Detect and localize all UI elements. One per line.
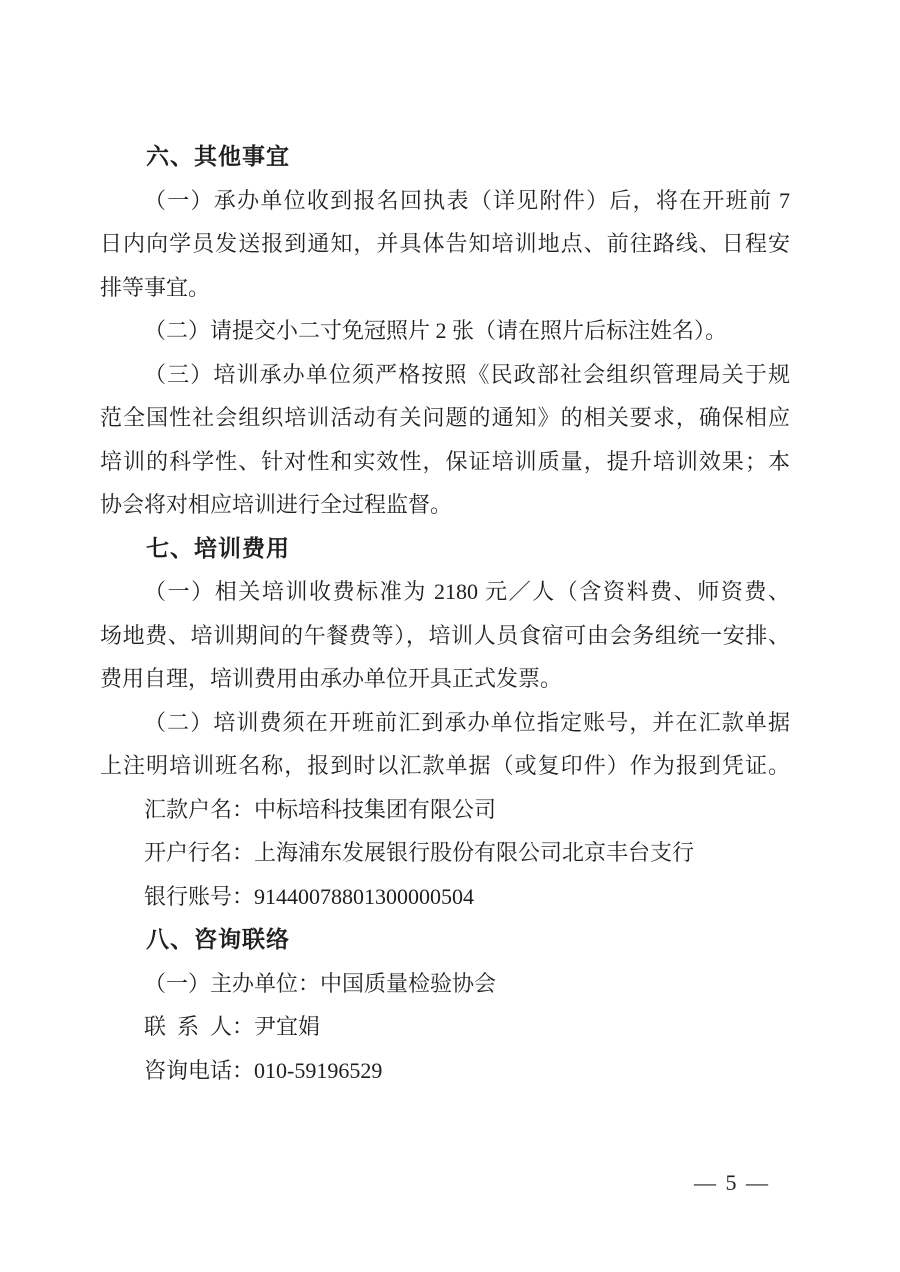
doc-line: 范全国性社会组织培训活动有关问题的通知》的相关要求，确保相应: [100, 405, 790, 430]
section-contact: [100, 918, 790, 1092]
doc-line: 排等事宜。: [100, 274, 211, 300]
section-training-fees: [100, 527, 790, 919]
doc-line: 协会将对相应培训进行全过程监督。: [100, 492, 453, 517]
doc-line: 费用自理，培训费用由承办单位开具正式发票。: [100, 666, 563, 691]
contact-person-line: 联 系 人：尹宜娟: [144, 1014, 321, 1039]
doc-line: （二）请提交小二寸免冠照片 2 张（请在照片后标注姓名）。: [144, 318, 728, 343]
page-number: — 5 —: [694, 1170, 770, 1195]
section-heading: 六、其他事宜: [146, 143, 290, 169]
doc-line: 场地费、培训期间的午餐费等），培训人员食宿可由会务组统一安排、: [100, 622, 790, 648]
remittance-account-name-line: 汇款户名：中标培科技集团有限公司: [144, 796, 497, 822]
doc-line: （一）相关培训收费标准为 2180 元／人（含资料费、师资费、: [144, 579, 790, 604]
contact-phone-line: 咨询电话：010-59196529: [144, 1057, 383, 1083]
section-other-matters: [100, 135, 790, 527]
bank-account-number-line: 银行账号：91440078801300000504: [144, 883, 475, 909]
doc-line: 日内向学员发送报到通知，并具体告知培训地点、前往路线、日程安: [100, 231, 790, 256]
document-body: [100, 135, 790, 1092]
doc-line: 培训的科学性、针对性和实效性，保证培训质量，提升培训效果；本: [100, 448, 790, 474]
bank-name-line: 开户行名：上海浦东发展银行股份有限公司北京丰台支行: [144, 840, 695, 865]
section-heading: 八、咨询联络: [146, 926, 290, 952]
organizer-line: （一）主办单位：中国质量检验协会: [144, 970, 497, 996]
section-heading: 七、培训费用: [146, 534, 290, 561]
doc-line: （三）培训承办单位须严格按照《民政部社会组织管理局关于规: [144, 361, 790, 387]
doc-line: 上注明培训班名称，报到时以汇款单据（或复印件）作为报到凭证。: [100, 753, 790, 778]
doc-line: （二）培训费须在开班前汇到承办单位指定账号，并在汇款单据: [144, 709, 790, 735]
doc-line: （一）承办单位收到报名回执表（详见附件）后，将在开班前 7: [144, 187, 790, 213]
